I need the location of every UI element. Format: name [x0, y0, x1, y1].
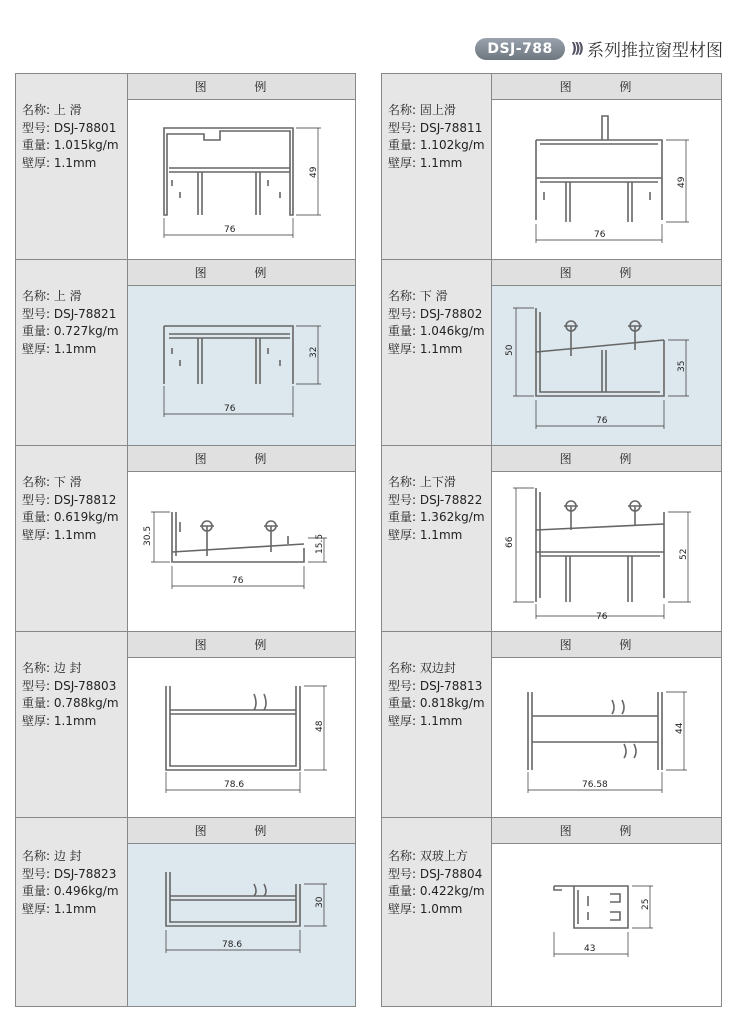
width-dimension: 76.58	[582, 780, 608, 790]
profile-drawing	[128, 844, 355, 1006]
profile-thickness: 壁厚: 1.1mm	[22, 713, 97, 728]
profile-drawing	[128, 658, 355, 818]
legend-header: 图 例	[128, 446, 355, 472]
width-dimension: 76	[224, 225, 236, 235]
profile-weight: 重量: 1.046kg/m	[388, 324, 485, 338]
profile-thickness: 壁厚: 1.1mm	[388, 713, 463, 728]
profile-name: 名称: 上 滑	[22, 289, 82, 303]
profile-model: 型号: DSJ-78812	[22, 492, 117, 507]
profile-model: 型号: DSJ-78803	[22, 678, 117, 693]
legend-header: 图 例	[128, 818, 355, 844]
spec-cell	[16, 446, 128, 632]
secondary-height-dimension: 52	[679, 548, 689, 560]
height-dimension: 25	[641, 898, 651, 910]
legend-header: 图 例	[492, 74, 721, 100]
spec-cell	[382, 446, 492, 632]
profile-weight: 重量: 1.015kg/m	[22, 138, 119, 152]
profile-drawing	[492, 844, 721, 1006]
profile-thickness: 壁厚: 1.1mm	[22, 155, 97, 170]
profile-name: 名称: 固上滑	[388, 103, 456, 117]
legend-header: 图 例	[492, 446, 721, 472]
profile-model: 型号: DSJ-78823	[22, 866, 117, 881]
height-dimension: 32	[309, 346, 319, 358]
chevron-right-icon: )))	[570, 40, 581, 57]
spec-cell	[382, 632, 492, 818]
width-dimension: 43	[584, 944, 596, 954]
profile-thickness: 壁厚: 1.1mm	[22, 901, 97, 916]
legend-header: 图 例	[128, 632, 355, 658]
secondary-height-dimension: 35	[677, 360, 687, 372]
spec-cell	[16, 818, 128, 1006]
profile-weight: 重量: 1.102kg/m	[388, 138, 485, 152]
height-dimension: 44	[675, 722, 685, 734]
secondary-height-dimension: 15.5	[315, 533, 325, 554]
legend-header: 图 例	[128, 74, 355, 100]
profile-name: 名称: 边 封	[22, 661, 82, 675]
profile-model: 型号: DSJ-78801	[22, 120, 117, 135]
width-dimension: 76	[596, 612, 608, 622]
profile-thickness: 壁厚: 1.1mm	[388, 527, 463, 542]
spec-cell	[16, 260, 128, 446]
spec-cell	[382, 818, 492, 1006]
legend-header: 图 例	[492, 260, 721, 286]
profile-weight: 重量: 0.619kg/m	[22, 510, 119, 524]
profile-thickness: 壁厚: 1.1mm	[22, 527, 97, 542]
profile-name: 名称: 下 滑	[388, 289, 448, 303]
profile-weight: 重量: 0.496kg/m	[22, 884, 119, 898]
profile-thickness: 壁厚: 1.1mm	[388, 155, 463, 170]
legend-header: 图 例	[492, 818, 721, 844]
profile-thickness: 壁厚: 1.1mm	[22, 341, 97, 356]
profile-name: 名称: 双边封	[388, 661, 456, 675]
profile-thickness: 壁厚: 1.1mm	[388, 341, 463, 356]
profile-model: 型号: DSJ-78811	[388, 120, 483, 135]
profile-model: 型号: DSJ-78802	[388, 306, 483, 321]
profile-name: 名称: 上 滑	[22, 103, 82, 117]
height-dimension: 50	[505, 344, 515, 356]
profile-drawing	[492, 100, 721, 260]
profile-drawing	[128, 472, 355, 632]
profile-weight: 重量: 1.362kg/m	[388, 510, 485, 524]
spec-cell	[382, 260, 492, 446]
width-dimension: 76	[594, 230, 606, 240]
width-dimension: 76	[596, 416, 608, 426]
profile-name: 名称: 下 滑	[22, 475, 82, 489]
profile-model: 型号: DSJ-78822	[388, 492, 483, 507]
height-dimension: 30.5	[143, 525, 153, 546]
height-dimension: 30	[315, 896, 325, 908]
profile-weight: 重量: 0.727kg/m	[22, 324, 119, 338]
profile-model: 型号: DSJ-78821	[22, 306, 117, 321]
profile-thickness: 壁厚: 1.0mm	[388, 901, 463, 916]
series-badge: DSJ-788	[475, 38, 564, 60]
height-dimension: 49	[309, 166, 319, 178]
width-dimension: 76	[224, 404, 236, 414]
width-dimension: 78.6	[222, 940, 243, 950]
profile-name: 名称: 边 封	[22, 849, 82, 863]
profile-drawing	[492, 472, 721, 632]
spec-cell	[16, 74, 128, 260]
spec-cell	[16, 632, 128, 818]
page-header	[475, 36, 723, 61]
width-dimension: 78.6	[224, 780, 245, 790]
legend-header: 图 例	[128, 260, 355, 286]
profile-weight: 重量: 0.788kg/m	[22, 696, 119, 710]
spec-cell	[382, 74, 492, 260]
profile-drawing	[492, 286, 721, 446]
height-dimension: 49	[677, 176, 687, 188]
profile-weight: 重量: 0.818kg/m	[388, 696, 485, 710]
profile-model: 型号: DSJ-78813	[388, 678, 483, 693]
profile-drawing	[128, 100, 355, 260]
profile-model: 型号: DSJ-78804	[388, 866, 483, 881]
profile-drawing	[492, 658, 721, 818]
legend-header: 图 例	[492, 632, 721, 658]
profile-weight: 重量: 0.422kg/m	[388, 884, 485, 898]
width-dimension: 76	[232, 576, 244, 586]
height-dimension: 48	[315, 720, 325, 732]
profile-drawing	[128, 286, 355, 446]
profile-name: 名称: 双玻上方	[388, 849, 468, 863]
height-dimension: 66	[505, 536, 515, 548]
page-title: 系列推拉窗型材图	[587, 41, 723, 61]
profile-name: 名称: 上下滑	[388, 475, 456, 489]
